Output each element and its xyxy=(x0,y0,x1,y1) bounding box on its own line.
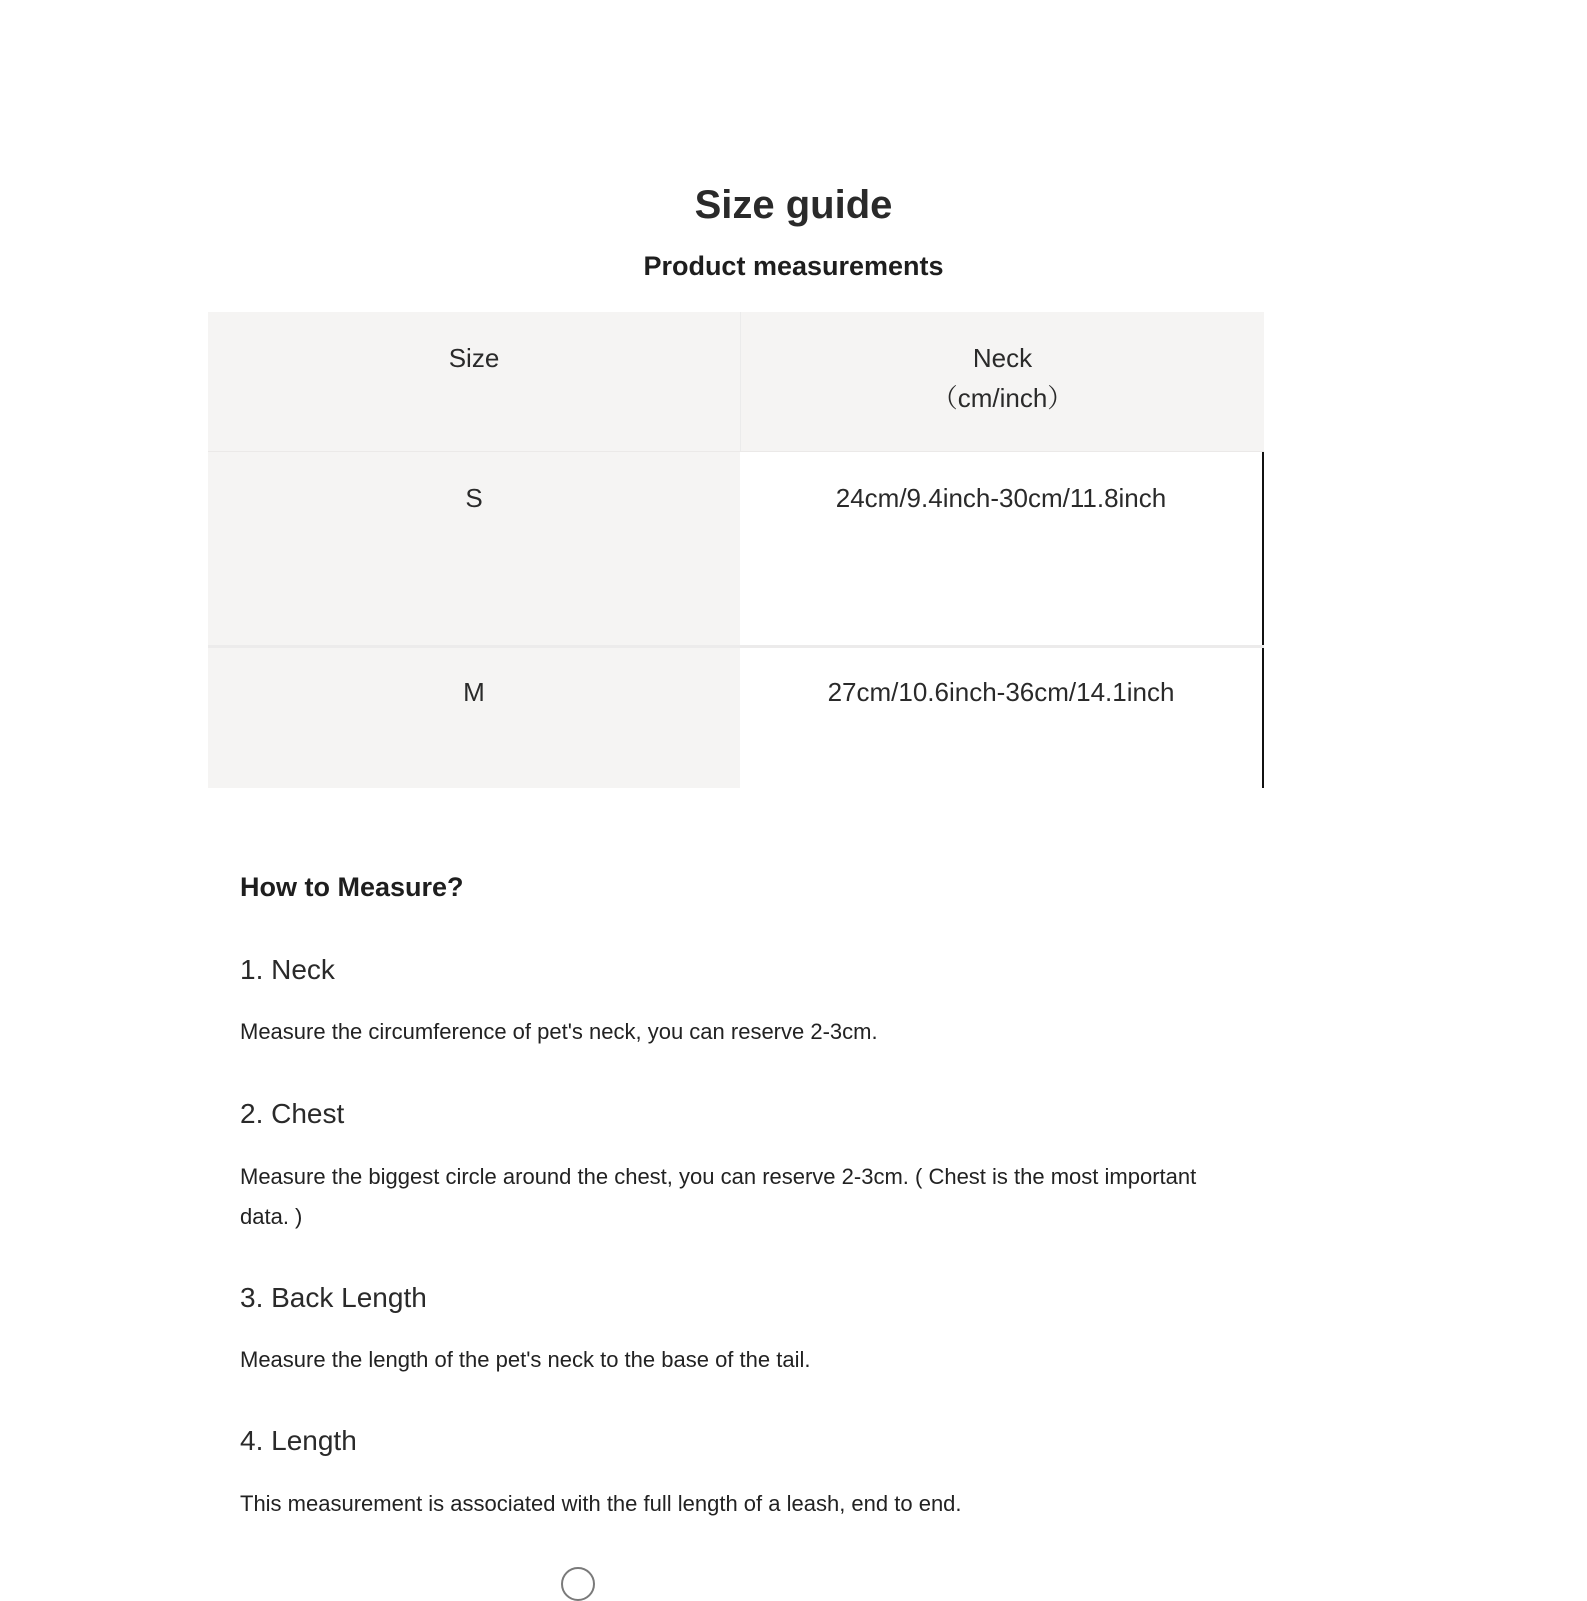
size-cell: M xyxy=(208,648,740,788)
size-table xyxy=(208,312,1264,788)
step-title-length: 4. Length xyxy=(240,1425,357,1456)
table-row xyxy=(208,648,1264,788)
header-neck-label: Neck xyxy=(972,343,1033,373)
step-title-back-length: 3. Back Length xyxy=(240,1282,427,1313)
step-desc-length: This measurement is associated with the full length of a leash, end to end. xyxy=(240,1491,962,1516)
step-desc-back-length: Measure the length of the pet's neck to the base of the tail. xyxy=(240,1347,811,1372)
header-size xyxy=(208,312,740,451)
header-neck xyxy=(740,312,1264,451)
radio-circle-icon[interactable] xyxy=(561,1567,595,1601)
size-cell: S xyxy=(208,452,740,645)
table-row xyxy=(208,451,1264,648)
table-header-row xyxy=(208,312,1264,451)
how-to-measure-heading: How to Measure? xyxy=(240,872,464,902)
step-desc-neck: Measure the circumference of pet's neck, you can reserve 2-3cm. xyxy=(240,1019,878,1044)
header-size-label: Size xyxy=(448,343,500,373)
step-title-chest: 2. Chest xyxy=(240,1098,345,1129)
step-title-neck: 1. Neck xyxy=(240,954,335,985)
page-subtitle: Product measurements xyxy=(643,251,944,281)
neck-cell: 27cm/10.6inch-36cm/14.1inch xyxy=(740,648,1264,788)
page-title: Size guide xyxy=(694,183,893,227)
header-neck-unit: （cm/inch） xyxy=(931,383,1074,413)
step-desc-chest: Measure the biggest circle around the chest, you can reserve 2-3cm. ( Chest is the most important data. ) xyxy=(240,1164,1197,1229)
neck-cell: 24cm/9.4inch-30cm/11.8inch xyxy=(740,452,1264,645)
